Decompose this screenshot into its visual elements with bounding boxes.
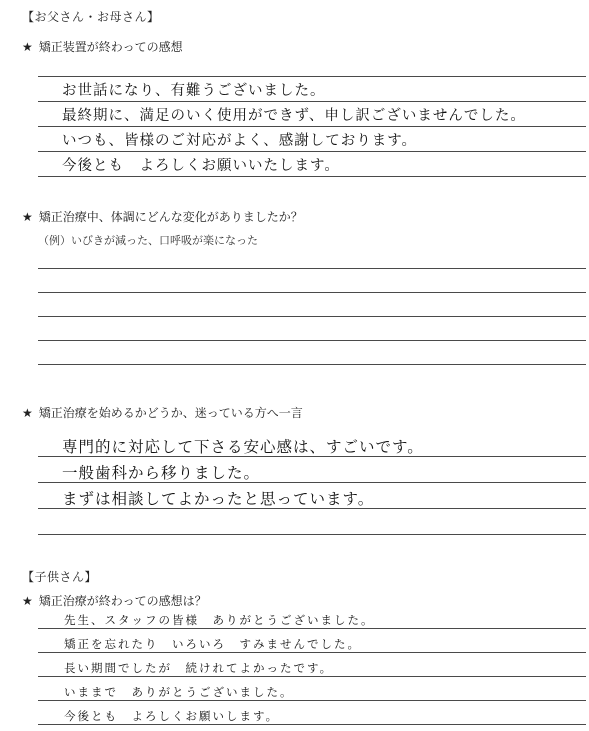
handwritten-answer-line: 専門的に対応して下さる安心感は、すごいです。 bbox=[62, 438, 424, 456]
handwritten-answer-line: 矯正を忘れたり いろいろ すみませんでした。 bbox=[64, 637, 361, 651]
star-icon: ★ bbox=[22, 406, 33, 420]
handwritten-answer-line: いままで ありがとうございました。 bbox=[64, 685, 294, 699]
answer-line bbox=[38, 101, 586, 102]
handwritten-answer-line: 長い期間でしたが 続けれてよかったです。 bbox=[64, 661, 334, 675]
handwritten-answer-line: お世話になり、有難うございました。 bbox=[62, 83, 326, 99]
star-icon: ★ bbox=[22, 210, 33, 224]
answer-line bbox=[38, 126, 586, 127]
question-3-text: 矯正治療を始めるかどうか、迷っている方へ一言 bbox=[38, 406, 303, 420]
answer-line bbox=[38, 292, 586, 293]
answer-line bbox=[38, 628, 586, 629]
question-3 bbox=[22, 404, 303, 421]
answer-line bbox=[38, 676, 586, 677]
question-2 bbox=[22, 208, 303, 225]
answer-line bbox=[38, 724, 586, 725]
question-2-example: （例）いびきが減った、口呼吸が楽になった bbox=[38, 234, 258, 247]
parents-section-header: 【お父さん・お母さん】 bbox=[22, 10, 160, 24]
answer-line bbox=[38, 700, 586, 701]
answer-line bbox=[38, 316, 586, 317]
handwritten-answer-line: いつも、皆様のご対応がよく、感謝しております。 bbox=[62, 133, 418, 149]
question-2-text: 矯正治療中、体調にどんな変化がありましたか？ bbox=[38, 210, 303, 224]
handwritten-answer-line: まずは相談してよかったと思っています。 bbox=[62, 490, 375, 508]
answer-line bbox=[38, 76, 586, 77]
handwritten-answer-line: 最終期に、満足のいく使用ができず、申し訳ございませんでした。 bbox=[62, 108, 526, 124]
answer-line bbox=[38, 268, 586, 269]
question-1-text: 矯正装置が終わっての感想 bbox=[38, 40, 183, 54]
star-icon: ★ bbox=[22, 594, 33, 608]
answer-line bbox=[38, 652, 586, 653]
answer-line bbox=[38, 176, 586, 177]
answer-line bbox=[38, 340, 586, 341]
question-4 bbox=[22, 592, 207, 609]
answer-line bbox=[38, 364, 586, 365]
question-4-text: 矯正治療が終わっての感想は？ bbox=[38, 594, 207, 608]
star-icon: ★ bbox=[22, 40, 33, 54]
question-1 bbox=[22, 38, 183, 55]
handwritten-answer-line: 先生、スタッフの皆様 ありがとうございました。 bbox=[64, 613, 375, 627]
answer-line bbox=[38, 151, 586, 152]
child-section-header: 【子供さん】 bbox=[22, 570, 98, 584]
answer-line bbox=[38, 534, 586, 535]
handwritten-answer-line: 今後とも よろしくお願いいたします。 bbox=[62, 158, 340, 174]
handwritten-answer-line: 今後とも よろしくお願いします。 bbox=[64, 709, 280, 723]
handwritten-answer-line: 一般歯科から移りました。 bbox=[62, 464, 261, 482]
